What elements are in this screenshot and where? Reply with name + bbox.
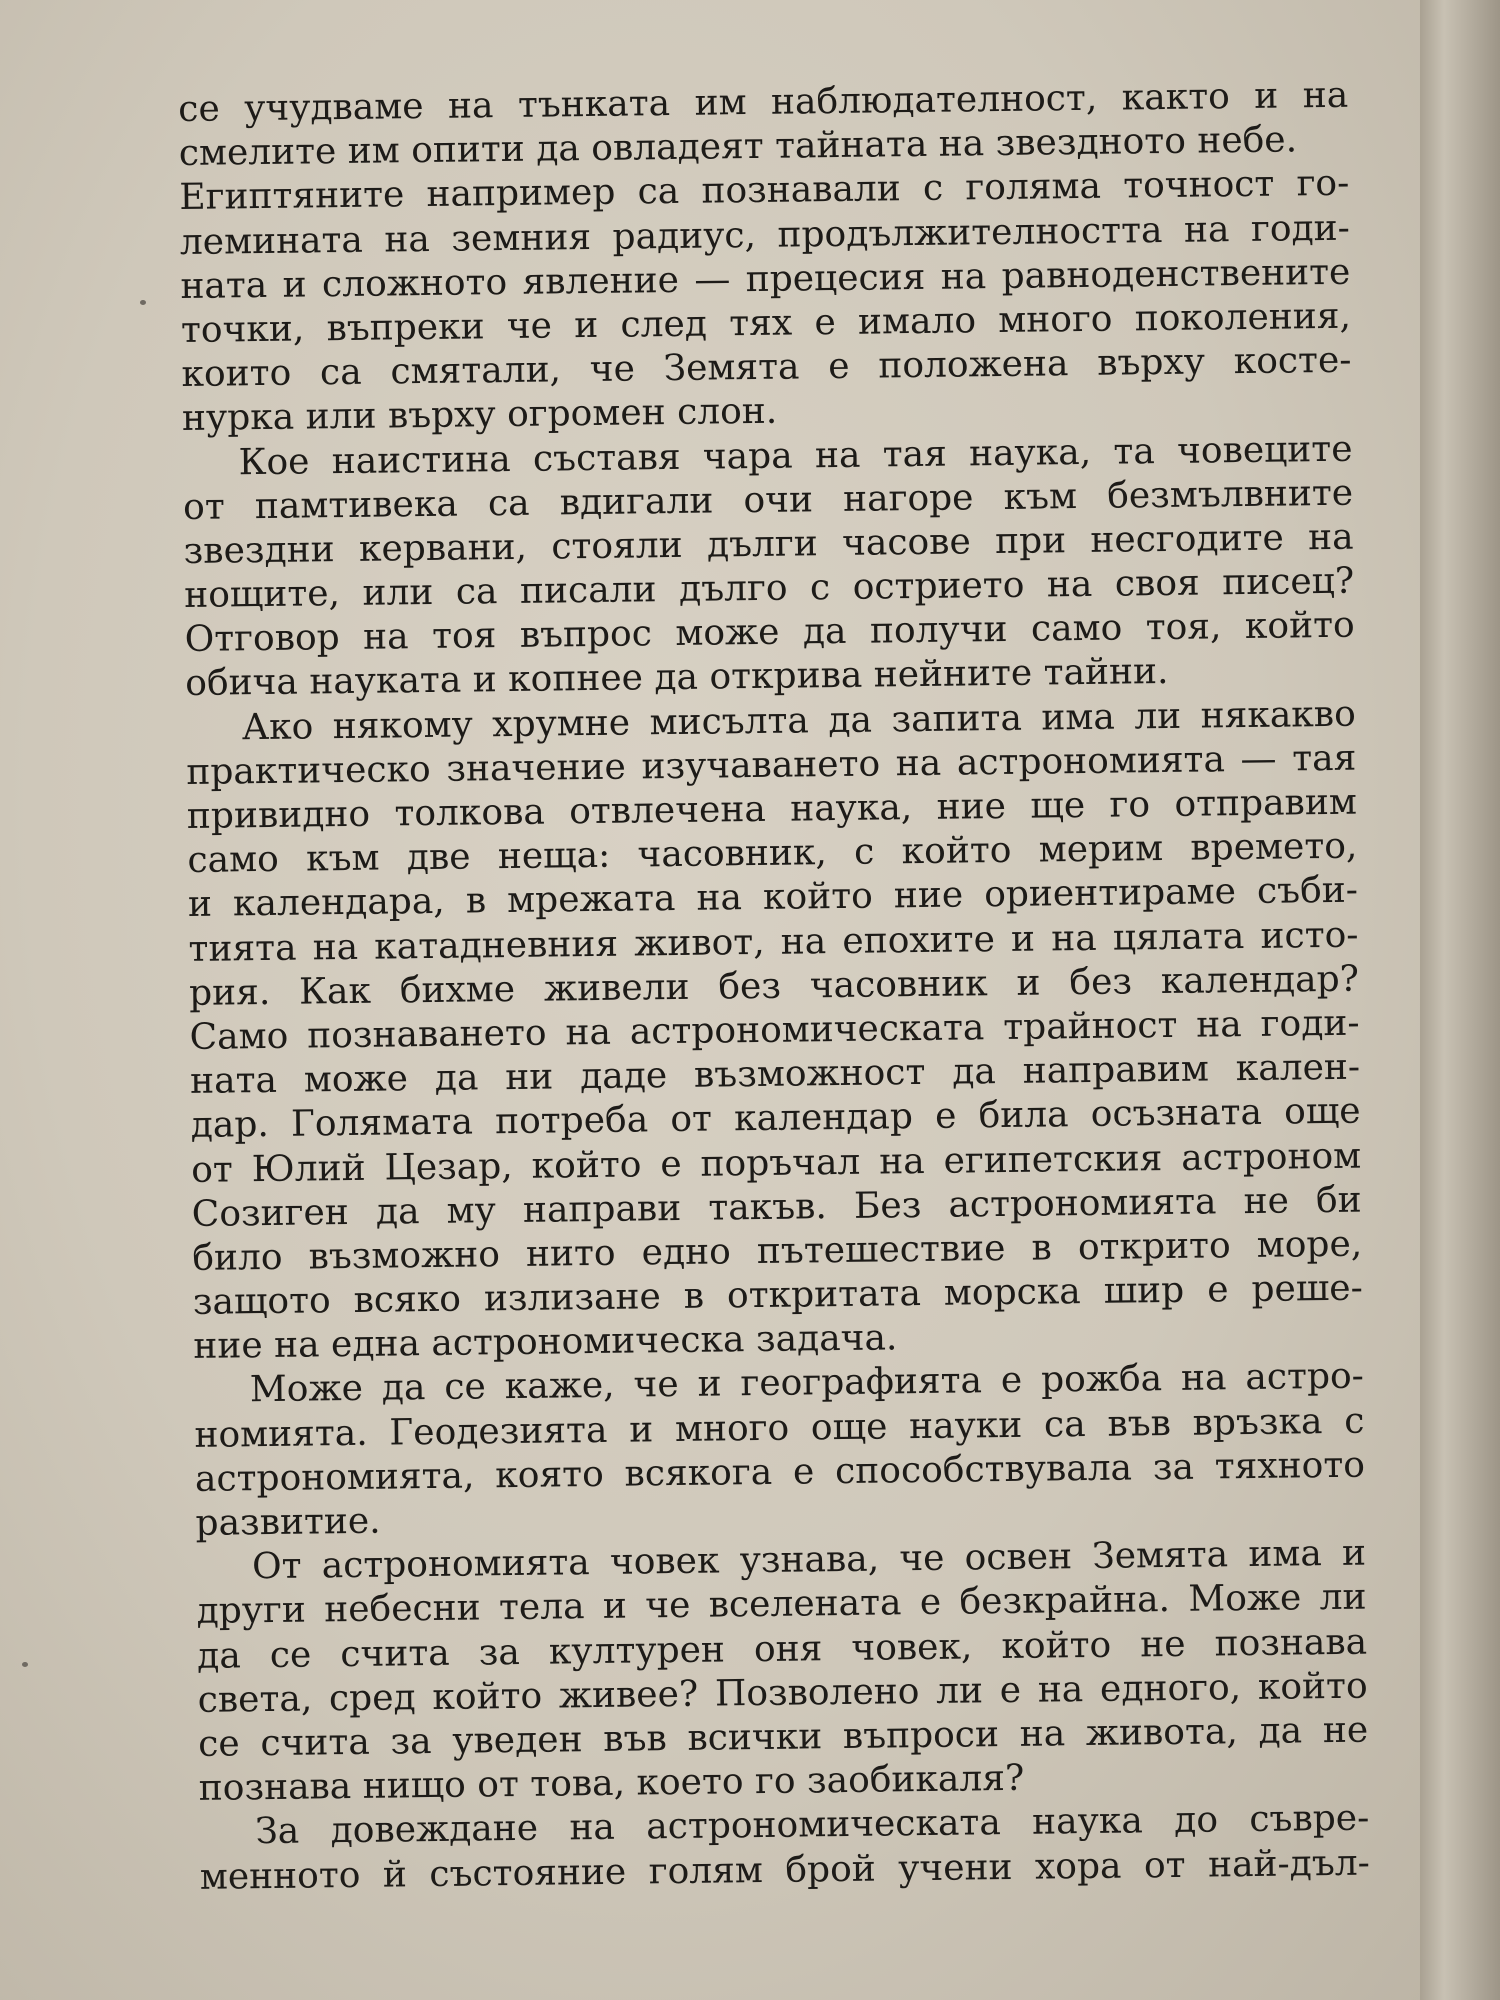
text-line: За довеждане на астрономическата наука до съвре- xyxy=(255,1797,1370,1853)
text-line: практическо значение изучаването на астрономията — тая xyxy=(186,737,1357,793)
text-line: познава нищо от това, което го заобикаля? xyxy=(198,1757,1025,1809)
text-line: привидно толкова отвлечена наука, ние ще го отправим xyxy=(186,781,1358,837)
text-line: тията на катадневния живот, на епохите и на цялата исто- xyxy=(188,914,1359,970)
text-line: било възможно нито едно пътешествие в открито море, xyxy=(192,1223,1363,1279)
text-line: ние на една астрономическа задача. xyxy=(193,1317,898,1368)
text-line: Созиген да му направи такъв. Без астрономията не би xyxy=(191,1179,1362,1235)
text-line: защото всяко излизане в откритата морска шир е реше- xyxy=(192,1267,1364,1323)
text-line: ната и сложното явление — прецесия на равноденствените xyxy=(180,251,1351,307)
text-line: от Юлий Цезар, който е поръчал на египетския астроном xyxy=(190,1135,1362,1191)
body-text xyxy=(178,74,1370,1900)
text-line: От астрономията човек узнава, че освен Земята има и xyxy=(251,1532,1367,1588)
text-line: номията. Геодезията и много още науки са във връзка с xyxy=(194,1400,1365,1456)
text-line: смелите им опити да овладеят тайната на звездното небе. xyxy=(178,119,1298,175)
text-line: да се счита за културен оня човек, който не познава xyxy=(196,1621,1368,1677)
text-line: Кое наистина съставя чара на тая наука, та човеците xyxy=(238,428,1353,483)
text-line: звездни кервани, стояли дълги часове при несгодите на xyxy=(183,516,1354,572)
text-line: от памтивека са вдигали очи нагоре към безмълвните xyxy=(182,472,1354,528)
text-line: астрономията, която всякога е способствувала за тяхното xyxy=(194,1444,1366,1500)
text-line: света, сред който живее? Позволено ли е на едного, който xyxy=(197,1665,1368,1721)
text-line: развитие. xyxy=(195,1500,381,1544)
text-line: Ако някому хрумне мисълта да запита има ли някакво xyxy=(241,693,1356,748)
text-line: се учудваме на тънката им наблюдателност, както и на xyxy=(178,74,1349,130)
text-line: дар. Голямата потреба от календар е била осъзната още xyxy=(190,1090,1361,1147)
text-line: Само познаването на астрономическата трайност на годи- xyxy=(189,1002,1360,1058)
text-line: лемината на земния радиус, продължителността на годи- xyxy=(179,207,1351,263)
text-line: менното й състояние голям брой учени хора от най-дъл- xyxy=(199,1842,1371,1898)
text-line: Отговор на тоя въпрос може да получи само тоя, който xyxy=(184,604,1355,661)
text-line: Може да се каже, че и географията е рожба на астро- xyxy=(249,1356,1365,1411)
text-line: Египтяните например са познавали с голяма точност го- xyxy=(179,163,1350,219)
paper-speck xyxy=(140,300,146,305)
text-line: обича науката и копнее да открива нейните тайни. xyxy=(185,651,1169,705)
text-line: нощите, или са писали дълго с острието на своя писец? xyxy=(183,560,1355,617)
text-line: нурка или върху огромен слон. xyxy=(181,391,778,440)
text-line: които са смятали, че Земята е положена върху косте- xyxy=(181,339,1352,396)
text-line: се счита за уведен във всички въпроси на живота, да не xyxy=(197,1709,1369,1765)
text-line: точки, въпреки че и след тях е имало много поколения, xyxy=(180,295,1352,351)
text-line: само към две неща: часовник, с който мерим времето, xyxy=(187,825,1358,882)
page-edge xyxy=(1420,0,1500,2000)
text-line: ната може да ни даде възможност да направим кален- xyxy=(189,1046,1361,1103)
text-line: рия. Как бихме живели без часовник и без календар? xyxy=(188,958,1360,1014)
text-line: и календара, в мрежата на който ние ориентираме съби- xyxy=(187,870,1359,926)
text-line: други небесни тела и че вселената е безкрайна. Може ли xyxy=(196,1576,1367,1633)
paper-speck xyxy=(22,1662,28,1667)
